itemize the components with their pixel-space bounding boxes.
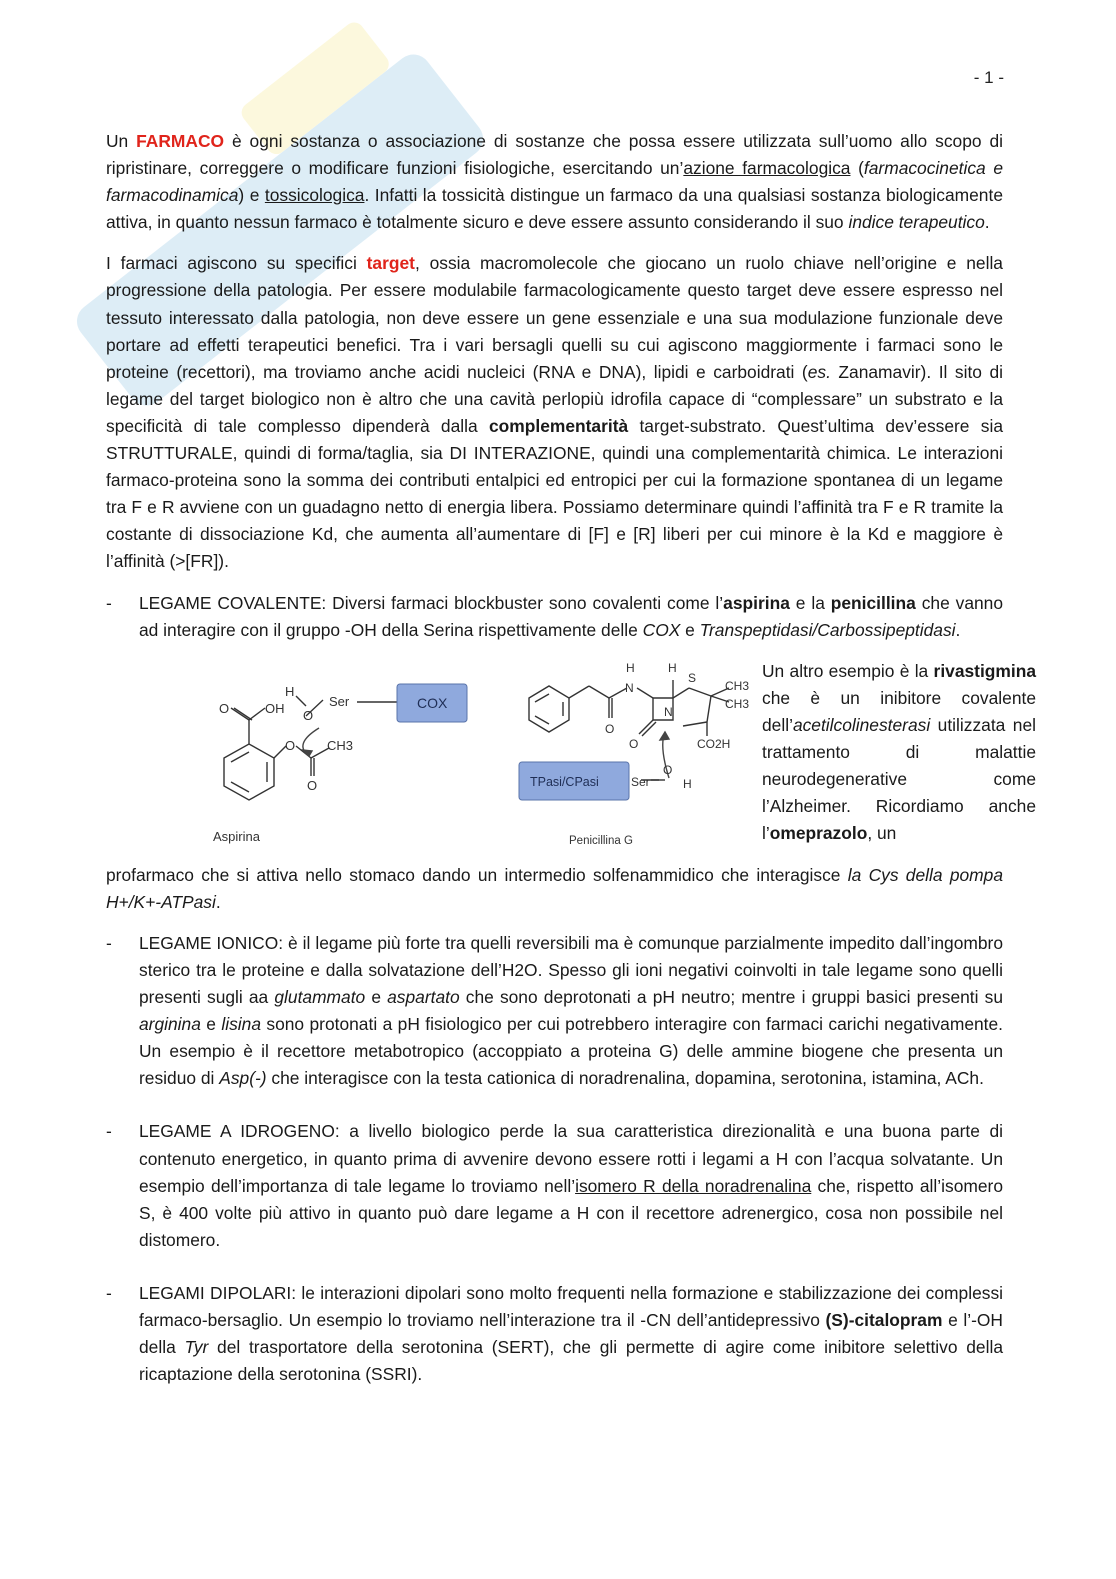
atom-co2h: CO2H xyxy=(697,736,731,751)
text: LEGAME A IDROGENO: a livello biologico perde la sua caratteristica direzionalità e una buona parte di contenuto energetico, in quanto prima di avvenire devono essere rotti i legami a H con l’acqua solvatante. Un esempio dell’importanza di tale legame lo troviamo nell’ xyxy=(139,1121,1003,1196)
aspirina-label: Aspirina xyxy=(213,828,260,844)
atom-o: O xyxy=(285,737,296,753)
side-text-rivastigmina xyxy=(762,658,1036,848)
page-number: - 1 - xyxy=(973,68,1004,87)
bullet-text xyxy=(139,590,1003,644)
paragraph-target xyxy=(106,250,1003,575)
text: . xyxy=(955,619,961,640)
term-aspartato: aspartato xyxy=(387,987,460,1008)
figure-row xyxy=(139,658,1036,848)
term-azione-farmacologica: azione farmacologica xyxy=(683,158,851,179)
text: LEGAMI DIPOLARI: le interazioni dipolari sono molto frequenti nella formazione e stabilizzazione dei complessi farmaco-bersaglio. Un esempio lo troviamo nell’interazione tra il -CN dell’antidepressivo xyxy=(139,1282,1003,1330)
atom-o: O xyxy=(629,736,639,751)
atom-o: O xyxy=(307,777,318,793)
atom-ch3: CH3 xyxy=(725,678,750,693)
atom-o: O xyxy=(605,721,615,736)
term-tossicologica: tossicologica xyxy=(264,185,365,206)
atom-n: N xyxy=(664,704,673,719)
atom-o: O xyxy=(219,700,230,716)
text: che è un inibitore covalente dell’ xyxy=(762,687,1036,735)
text: Zanamavir). Il sito di legame del target biologico non è altro che una cavità perlopiù idrofila capace di “complessare” un substrato e la specificità di tale complesso dipenderà dalla xyxy=(106,361,1004,436)
text: target-substrato. Quest’ultima dev’essere sia STRUTTURALE, quindi di forma/taglia, sia DI INTERAZIONE, quindi una complementarità chimica. Le interazioni farmaco-proteina sono la somma dei contributi entalpici ed entropici per cui la formazione spontanea di un legame tra F e R avviene con un guadagno netto di energia libera. Possiamo determinare quindi l’affinità tra F e R tramite la costante di dissociazione Kd, che aumenta all’aumentare di [F] e [R] liberi per cui minore è la Kd e maggiore è l’affinità (>[FR]). xyxy=(106,415,1003,572)
text: . Infatti la tossicità distingue un farmaco da una qualsiasi sostanza biologicamente attiva, in quanto nessun farmaco è totalmente sicuro e deve essere assunto considerando il suo xyxy=(106,185,1003,233)
text: del trasportatore della serotonina (SERT), che gli permette di agire come inibitore selettivo della ricaptazione della serotonina (SSRI). xyxy=(139,1337,1004,1385)
text: sono protonati a pH fisiologico per cui potrebbero interagire con farmaci carichi negativamente. Un esempio è il recettore metabotropico (accoppiato a proteina G) delle ammine biogene che presenta un residuo di xyxy=(139,1014,1003,1089)
atom-h: H xyxy=(668,660,677,675)
atom-n: N xyxy=(625,680,634,695)
text: e la xyxy=(789,592,831,613)
bullet-text xyxy=(139,1118,1003,1253)
bullet-legami-dipolari xyxy=(106,1280,1003,1388)
bullet-text xyxy=(139,930,1003,1093)
text: ) e xyxy=(238,185,265,206)
tpasi-box-label: TPasi/CPasi xyxy=(530,774,599,789)
atom-h: H xyxy=(683,776,692,791)
term-rivastigmina: rivastigmina xyxy=(933,660,1036,681)
atom-h: H xyxy=(285,683,295,699)
bullet-legame-ionico xyxy=(106,930,1003,1093)
text: LEGAME COVALENTE: Diversi farmaci blockbuster sono covalenti come l’ xyxy=(139,592,724,613)
term-aspirina: aspirina xyxy=(723,592,790,613)
term-es: es. xyxy=(807,361,831,382)
term-target: target xyxy=(366,253,415,274)
bullet-dash: - xyxy=(106,932,112,953)
term-complementarita: complementarità xyxy=(489,415,629,436)
term-acetilcolinesterasi: acetilcolinesterasi xyxy=(792,714,931,735)
text: è ogni sostanza o associazione di sostanze che possa essere utilizzata sull’uomo allo scopo di ripristinare, correggere o modificare funzioni fisiologiche, esercitando un’ xyxy=(106,131,1003,179)
atom-ch3: CH3 xyxy=(725,696,750,711)
atom-s: S xyxy=(688,670,697,685)
term-citalopram: (S)-citalopram xyxy=(825,1310,943,1330)
bullet-legame-idrogeno xyxy=(106,1118,1003,1253)
term-cox: COX xyxy=(642,619,681,640)
text: Un xyxy=(106,131,137,151)
term-asp-minus: Asp(-) xyxy=(219,1068,267,1089)
text: . xyxy=(215,891,221,912)
text: , ossia macromolecole che giocano un ruolo chiave nell’origine e nella progressione della patologia. Per essere modulabile farmacologicamente questo target deve essere espresso nel tessuto interessato dalla patologia, non deve essere un gene essenziale e una sua modulazione funzionale deve portare ad effetti terapeutici benefici. Tra i vari bersagli quelli su cui agiscono maggiormente i farmaci sono le proteine (recettori), ma troviamo anche acidi nucleici (RNA e DNA), lipidi e carboidrati ( xyxy=(106,253,1003,382)
text: LEGAME IONICO: è il legame più forte tra quelli reversibili ma è comunque parzialmente impedito dall’ingombro sterico tra le proteine e dalla solvatazione dell’H2O. Spesso gli ioni negativi coinvolti in tale legame sono quelli presenti sugli aa xyxy=(139,932,1003,1008)
paragraph-omeprazolo xyxy=(106,862,1003,916)
text: e xyxy=(365,987,388,1008)
atom-h: H xyxy=(626,660,635,675)
text: , un xyxy=(867,823,897,844)
text: che sono deprotonati a pH neutro; mentre i gruppi basici presenti su xyxy=(459,987,1003,1008)
atom-ch3: CH3 xyxy=(327,737,354,753)
ser-label: Ser xyxy=(329,693,350,709)
term-arginina: arginina xyxy=(139,1014,201,1035)
term-farmacocinetica: farmacocinetica e farmacodinamica xyxy=(106,158,1003,206)
cox-box-label: COX xyxy=(417,694,448,711)
text: e xyxy=(680,619,700,640)
term-lisina: lisina xyxy=(221,1014,261,1035)
atom-oh: OH xyxy=(265,700,285,716)
bullet-text xyxy=(139,1280,1003,1388)
term-penicillina: penicillina xyxy=(830,592,916,613)
text: che, rispetto all’isomero S, è 400 volte più attivo in quanto può dare legame a H con il recettore adrenergico, cosa non possibile nel distomero. xyxy=(139,1175,1003,1250)
text: che vanno ad interagire con il gruppo -OH della Serina rispettivamente delle xyxy=(139,592,1004,640)
term-farmaco: FARMACO xyxy=(136,131,225,151)
text: ( xyxy=(850,158,864,179)
text: I farmaci agiscono su specifici xyxy=(106,253,367,274)
penicillina-atom-labels xyxy=(569,661,749,847)
paragraph-farmaco-definition xyxy=(106,128,1003,236)
term-transpeptidasi: Transpeptidasi/Carbossipeptidasi xyxy=(699,619,956,640)
text: e l’-OH della xyxy=(139,1310,1003,1358)
atom-o: O xyxy=(303,707,314,723)
text: . xyxy=(984,212,990,233)
bullet-dash: - xyxy=(106,592,112,613)
ser-label: Ser xyxy=(631,774,650,789)
text: Un altro esempio è la xyxy=(762,660,934,681)
text: profarmaco che si attiva nello stomaco dando un intermedio solfenammidico che interagisce xyxy=(106,864,848,885)
penicillina-label: Penicillina G xyxy=(569,834,633,847)
term-glutammato: glutammato xyxy=(274,987,366,1008)
covalent-drugs-figure xyxy=(169,658,759,848)
text: utilizzata nel trattamento di malattie neurodegenerative come l’Alzheimer. Ricordiamo anche l’ xyxy=(762,714,1036,844)
term-isomero-r: isomero R della noradrenalina xyxy=(575,1175,812,1196)
term-cys-pompa: la Cys della pompa H+/K+-ATPasi xyxy=(106,864,1003,912)
term-tyr: Tyr xyxy=(184,1337,209,1358)
atom-o: O xyxy=(663,762,673,777)
term-omeprazolo: omeprazolo xyxy=(769,823,868,844)
term-indice-terapeutico: indice terapeutico xyxy=(848,212,985,233)
text: e xyxy=(200,1014,222,1035)
bullet-dash: - xyxy=(106,1282,112,1303)
bullet-legame-covalente xyxy=(106,590,1036,848)
bullet-dash: - xyxy=(106,1121,112,1142)
text: che interagisce con la testa cationica di noradrenalina, dopamina, serotonina, istamina, ACh. xyxy=(266,1068,984,1089)
document-body xyxy=(106,128,1036,1402)
